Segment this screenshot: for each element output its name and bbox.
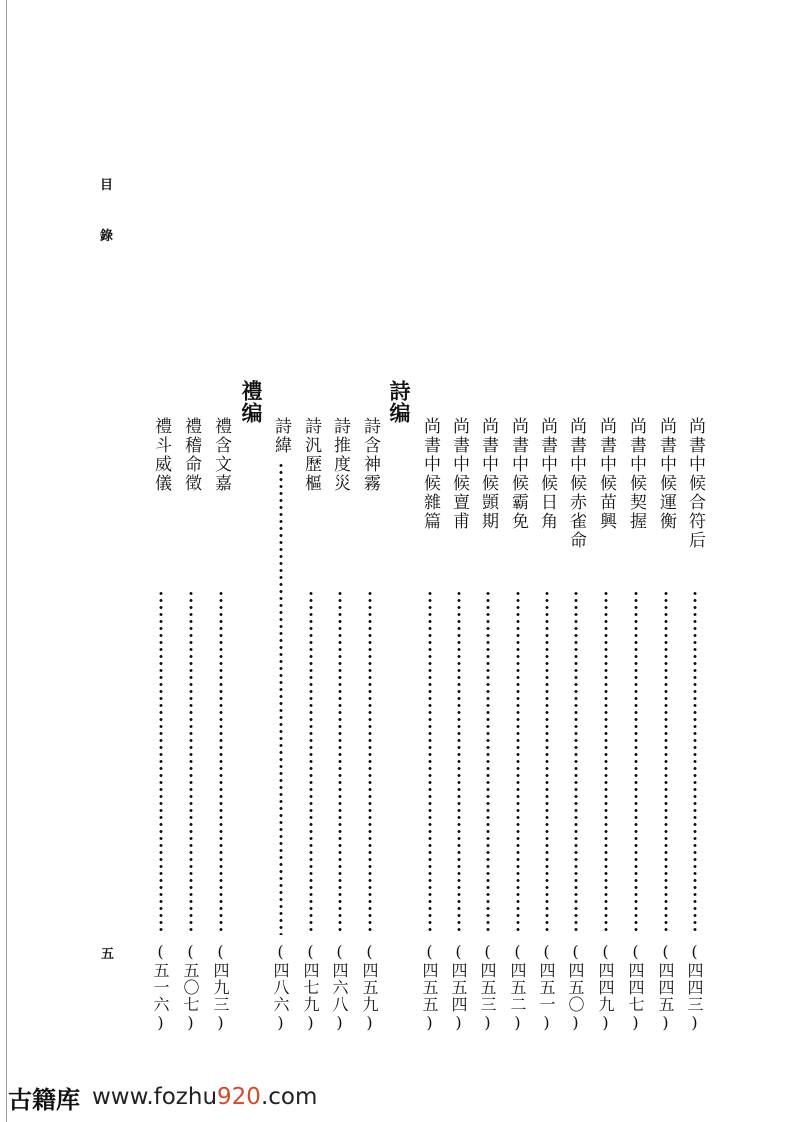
entry-title: 尚書中候顗期 <box>478 417 498 531</box>
url-number: 920 <box>217 1084 261 1110</box>
dot-leader <box>545 590 549 935</box>
page-edge-rule <box>6 0 7 1122</box>
entry-title: 尚書中候雜篇 <box>420 417 440 531</box>
entry-title: 詩緯 <box>271 417 291 455</box>
site-name: 古籍库 <box>8 1085 80 1114</box>
entry-page-number: (四五四) <box>449 942 468 1033</box>
dot-leader <box>309 590 313 935</box>
footer-watermark <box>0 1076 380 1118</box>
section-heading-shi: 詩编 <box>387 380 412 424</box>
entry-page-number: (四五五) <box>420 942 439 1033</box>
dot-leader <box>486 590 490 935</box>
entry-page-number: (五〇七) <box>181 942 200 1033</box>
entry-page-number: (四五二) <box>508 942 527 1033</box>
dot-leader <box>664 590 668 935</box>
site-url[interactable] <box>92 1084 317 1110</box>
side-label-mu: 目 <box>100 178 114 193</box>
dot-leader <box>338 590 342 935</box>
entry-page-number: (四五九) <box>360 942 379 1033</box>
dot-leader <box>516 590 520 935</box>
dot-leader <box>634 590 638 935</box>
section-heading-li: 禮编 <box>239 380 264 424</box>
entry-title: 尚書中候霸免 <box>508 417 528 531</box>
entry-title: 尚書中候亶甫 <box>449 417 469 531</box>
entry-title: 尚書中候合符后 <box>685 417 705 550</box>
entry-title: 尚書中候赤雀命 <box>566 417 586 550</box>
entry-page-number: (四四七) <box>626 942 645 1033</box>
dot-leader <box>428 590 432 935</box>
dot-leader <box>159 590 163 935</box>
entry-title: 尚書中候契握 <box>626 417 646 531</box>
entry-title: 詩含神霧 <box>360 417 380 493</box>
entry-page-number: (四五〇) <box>566 942 585 1033</box>
entry-title: 禮含文嘉 <box>211 417 231 493</box>
dot-leader <box>219 590 223 935</box>
url-prefix: www.fozhu <box>92 1084 218 1110</box>
entry-title: 禮稽命徵 <box>181 417 201 493</box>
entry-page-number: (四四九) <box>596 942 615 1033</box>
entry-page-number: (四七九) <box>301 942 320 1033</box>
page-folio: 五 <box>101 947 115 962</box>
entry-title: 尚書中候日角 <box>537 417 557 531</box>
entry-page-number: (四六八) <box>330 942 349 1033</box>
dot-leader <box>368 590 372 935</box>
entry-title: 尚書中候苗興 <box>596 417 616 531</box>
entry-title: 禮斗威儀 <box>151 417 171 493</box>
entry-title: 尚書中候運衡 <box>656 417 676 531</box>
entry-title: 詩汎歷樞 <box>301 417 321 493</box>
dot-leader <box>279 462 283 935</box>
dot-leader <box>693 590 697 935</box>
entry-page-number: (五一六) <box>151 942 170 1033</box>
dot-leader <box>189 590 193 935</box>
url-suffix: .com <box>260 1084 318 1110</box>
entry-page-number: (四四三) <box>685 942 704 1033</box>
side-label-lu: 錄 <box>100 229 114 244</box>
entry-title: 詩推度災 <box>330 417 350 493</box>
entry-page-number: (四九三) <box>211 942 230 1033</box>
entry-page-number: (四五一) <box>537 942 556 1033</box>
dot-leader <box>604 590 608 935</box>
entry-page-number: (四八六) <box>271 942 290 1033</box>
entry-page-number: (四四五) <box>656 942 675 1033</box>
entry-page-number: (四五三) <box>478 942 497 1033</box>
dot-leader <box>457 590 461 935</box>
dot-leader <box>574 590 578 935</box>
